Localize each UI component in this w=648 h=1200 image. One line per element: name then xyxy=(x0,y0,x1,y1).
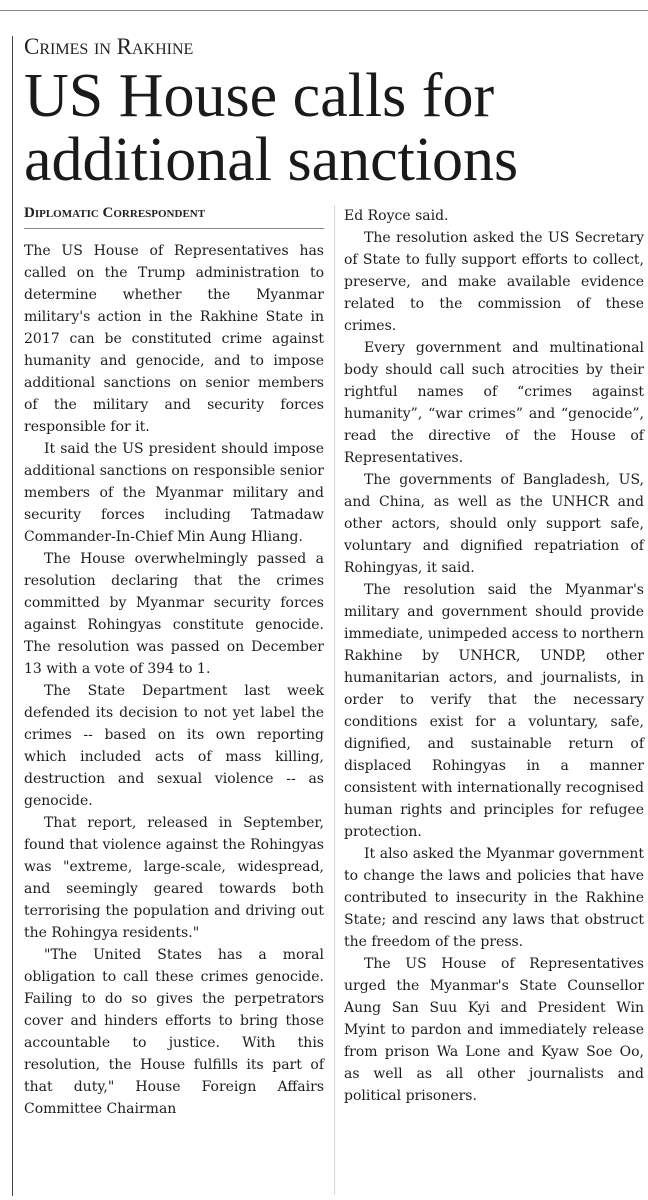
article-column-left xyxy=(24,240,324,1120)
paragraph: The resolution asked the US Secretary of State to fully support efforts to collect, preserve, and make available evidence related to the commission of these crimes. xyxy=(344,230,644,334)
adjacent-column-rule xyxy=(12,36,13,1196)
paragraph: Every government and multinational body should call such atrocities by their rightful names of “crimes against humanity”, “war crimes” and “genocide”, read the directive of the House of Representatives. xyxy=(344,340,644,466)
paragraph: The US House of Representatives urged the Myanmar's State Counsellor Aung San Suu Kyi and President Win Myint to pardon and immediately release from prison Wa Lone and Kyaw Soe Oo, as well as all other journalists and political prisoners. xyxy=(344,956,644,1104)
article-column-right xyxy=(344,205,644,1107)
paragraph-continued: Ed Royce said. xyxy=(344,208,449,224)
byline: Diplomatic Correspondent xyxy=(24,205,324,229)
section-kicker: Crimes in Rakhine xyxy=(24,34,194,59)
paragraph: "The United States has a moral obligation to call these crimes genocide. Failing to do so gives the perpetrators cover and hinders efforts to bring those accountable to justice. With this resolution, the House fulfills its part of that duty," House Foreign Affairs Committee Chairman xyxy=(24,947,324,1117)
paragraph: The US House of Representatives has called on the Trump administration to determine whether the Myanmar military's action in the Rakhine State in 2017 can be constituted crime against humanity and genocide, and to impose additional sanctions on senior members of the military and security forces responsible for it. xyxy=(24,243,324,435)
paragraph: The House overwhelmingly passed a resolution declaring that the crimes committed by Myanmar security forces against Rohingyas constitute genocide. The resolution was passed on December 13 with a vote of 394 to 1. xyxy=(24,551,324,677)
paragraph: That report, released in September, found that violence against the Rohingyas was "extreme, large-scale, widespread, and seemingly geared towards both terrorising the population and driving out the Rohingya residents." xyxy=(24,815,324,941)
page-top-rule xyxy=(0,0,648,11)
column-divider xyxy=(334,205,335,1195)
paragraph: It said the US president should impose additional sanctions on responsible senior members of the Myanmar military and security forces including Tatmadaw Commander-In-Chief Min Aung Hliang. xyxy=(24,441,324,545)
paragraph: The governments of Bangladesh, US, and China, as well as the UNHCR and other actors, should only support safe, voluntary and dignified repatriation of Rohingyas, it said. xyxy=(344,472,644,576)
paragraph: The State Department last week defended its decision to not yet label the crimes -- based on its own reporting which included acts of mass killing, destruction and sexual violence -- as genocide. xyxy=(24,683,324,809)
paragraph: It also asked the Myanmar government to change the laws and policies that have contributed to insecurity in the Rakhine State; and rescind any laws that obstruct the freedom of the press. xyxy=(344,846,644,950)
headline: US House calls for additional sanctions xyxy=(24,62,519,194)
paragraph: The resolution said the Myanmar's military and government should provide immediate, unimpeded access to northern Rakhine by UNHCR, UNDP, other humanitarian actors, and journalists, in order to verify that the necessary conditions exist for a voluntary, safe, dignified, and sustainable return of displaced Rohingyas in a manner consistent with internationally recognised human rights and principles for refugee protection. xyxy=(344,582,645,840)
